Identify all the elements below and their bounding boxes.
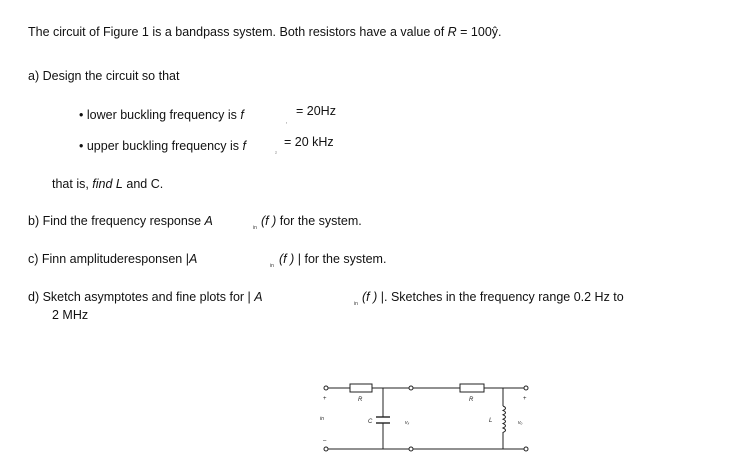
resistor-1-label: R [358, 397, 363, 403]
part-b-end [261, 214, 362, 229]
find-prefix: that is, [52, 177, 93, 191]
part-d-text: d) Sketch asymptotes and fine plots for | [28, 290, 255, 304]
part-d-line2: 2 MHz [52, 308, 89, 322]
bullet2-var: f [242, 139, 246, 153]
vx-label: vₓ [405, 420, 410, 426]
plus-left: + [323, 396, 327, 402]
terminal-x-top [409, 386, 413, 390]
part-b-var: A [204, 214, 213, 228]
bullet2-value: = 20 kHz [284, 135, 334, 149]
resistor-2-label: R [469, 397, 474, 403]
terminal-x-bottom [409, 447, 413, 451]
part-b-f: (f ) [261, 214, 277, 228]
bullet2-text: upper buckling frequency is [86, 139, 243, 153]
bullet1-text: lower buckling frequency is [86, 108, 241, 122]
r-symbol: R [447, 25, 457, 39]
resistor-2 [460, 384, 484, 392]
find-italic: find L [92, 177, 123, 191]
bullet-dot: • [79, 139, 87, 153]
terminal-in-bottom [324, 447, 328, 451]
find-l-and-c [52, 177, 163, 192]
bullet1-value: = 20Hz [296, 104, 336, 118]
minus-left: – [323, 438, 327, 444]
part-c-text: c) Finn amplituderesponsen | [28, 252, 189, 266]
intro-text: The circuit of Figure 1 is a bandpass system. Both resistors have a value of [28, 25, 448, 39]
vo-label: vₒ [518, 420, 523, 426]
part-a-heading: a) Design the circuit so that [28, 69, 180, 83]
part-c-start [28, 252, 197, 267]
bullet1-sub: , [286, 119, 288, 125]
bullet2-sub: ₂ [275, 149, 277, 155]
part-d-end [362, 290, 624, 305]
intro-line [28, 25, 502, 40]
part-c-end [279, 252, 386, 267]
inductor-label: L [489, 418, 493, 424]
part-d-start [28, 290, 263, 305]
bullet1-var: f [240, 108, 244, 122]
resistor-1 [350, 384, 372, 392]
part-c-var: A [188, 252, 198, 266]
part-d-f: (f ) [362, 290, 378, 304]
part-b-sub: in [253, 225, 257, 231]
terminal-out-top [524, 386, 528, 390]
part-c-f: (f ) [279, 252, 295, 266]
capacitor-label: C [368, 419, 373, 425]
bullet-upper [79, 139, 246, 154]
bullet-lower [79, 108, 244, 123]
bandpass-circuit-figure [310, 376, 550, 456]
part-c-rest: | for the system. [294, 252, 387, 266]
terminal-in-top [324, 386, 328, 390]
intro-value: = 100ŷ. [456, 25, 502, 39]
inductor-coil [503, 406, 506, 432]
terminal-out-bottom [524, 447, 528, 451]
part-d-rest: |. Sketches in the frequency range 0.2 Hz to [377, 290, 624, 304]
plus-right: + [523, 396, 527, 402]
part-b-text: b) Find the frequency response [28, 214, 205, 228]
find-middle: and C. [122, 177, 164, 191]
part-b-rest: for the system. [276, 214, 362, 228]
part-b-start [28, 214, 213, 229]
part-d-var: A [254, 290, 263, 304]
part-c-sub: in [270, 263, 274, 269]
part-d-sub: in [354, 301, 358, 307]
bullet-dot: • [79, 108, 87, 122]
vin-label: in [320, 416, 324, 422]
